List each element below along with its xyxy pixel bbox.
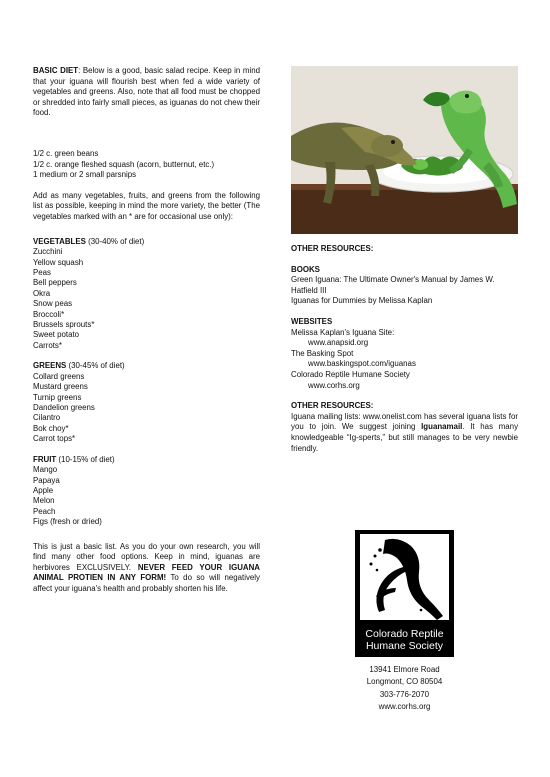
mailing-tail: . It has many knowledgeable “Ig-sperts,” but still manages to be very newbie friendly. bbox=[291, 422, 519, 453]
list-item: Peach bbox=[33, 506, 56, 516]
books-title: BOOKS bbox=[291, 264, 320, 274]
books-heading bbox=[291, 265, 518, 276]
fruit-percent: (10-15% of diet) bbox=[56, 454, 115, 464]
book-entry: Green Iguana: The Ultimate Owner's Manual by James W. Hatfield III bbox=[291, 275, 495, 295]
phone-number: 303-776-2070 bbox=[379, 689, 430, 699]
list-item: Brussels sprouts* bbox=[33, 319, 95, 329]
list-item: Snow peas bbox=[33, 299, 73, 309]
list-item: Zucchini bbox=[33, 247, 63, 257]
site-name: Colorado Reptile Humane Society bbox=[291, 369, 410, 379]
vegetables-percent: (30-40% of diet) bbox=[85, 236, 145, 246]
site-name: The Basking Spot bbox=[291, 348, 354, 358]
list-item: Collard greens bbox=[33, 371, 85, 381]
recipe-item: 1 medium or 2 small parsnips bbox=[33, 170, 137, 180]
other-resources-title: OTHER RESOURCES bbox=[291, 401, 371, 411]
mailing-text: Iguana mailing lists: www.onelist.com has several iguana lists for you to join. We suggest joining bbox=[291, 411, 518, 432]
list-item: Bok choy* bbox=[33, 423, 69, 433]
site-link[interactable]: www.baskingspot.com/iguanas bbox=[308, 359, 416, 369]
site-link[interactable]: www.anapsid.org bbox=[308, 338, 369, 348]
list-item: Okra bbox=[33, 288, 51, 298]
fruit-heading bbox=[33, 455, 260, 466]
websites-heading bbox=[291, 317, 518, 328]
logo-text bbox=[355, 628, 454, 652]
intro-text: : Below is a good, basic salad recipe. Keep in mind that your iguana will flourish best when fed a wide variety of vegetables and greens. Also, note that all food must be chopped or shredded into fairly small pieces, as iguanas do not chew their food. bbox=[33, 66, 260, 118]
vegetables-list bbox=[33, 247, 260, 351]
add-note: Add as many vegetables, fruits, and greens from the following list as possible, keeping in mind the more variety, the better (The vegetables marked with an * are for occasional use only): bbox=[33, 190, 260, 221]
intro-paragraph bbox=[33, 66, 260, 119]
list-item: Broccoli* bbox=[33, 309, 65, 319]
left-column bbox=[33, 66, 260, 595]
closing-paragraph bbox=[33, 542, 260, 595]
society-logo bbox=[355, 530, 454, 657]
address-line: 13941 Elmore Road bbox=[369, 665, 440, 674]
website-link[interactable]: www.corhs.org bbox=[378, 702, 431, 712]
list-item: Bell peppers bbox=[33, 278, 77, 288]
resources-title: OTHER RESOURCES: bbox=[291, 244, 374, 253]
vegetables-title: VEGETABLES bbox=[33, 236, 86, 246]
list-item: Yellow squash bbox=[33, 257, 84, 267]
right-column bbox=[291, 66, 518, 454]
iguana-illustration bbox=[291, 66, 518, 234]
logo-line: Humane Society bbox=[365, 640, 444, 652]
fruit-list bbox=[33, 465, 260, 527]
greens-percent: (30-45% of diet) bbox=[66, 361, 125, 371]
list-item: Cilantro bbox=[33, 413, 61, 423]
list-item: Papaya bbox=[33, 475, 60, 485]
greens-list bbox=[33, 372, 260, 445]
recipe-item: 1/2 c. orange fleshed squash (acorn, butternut, etc.) bbox=[33, 159, 215, 169]
fruit-title: FRUIT bbox=[33, 454, 57, 464]
list-item: Figs (fresh or dried) bbox=[33, 517, 102, 527]
other-resources-heading: OTHER RESOURCES: bbox=[291, 401, 374, 411]
list-item: Turnip greens bbox=[33, 392, 82, 402]
iguanamail-name: Iguanamail bbox=[421, 422, 463, 432]
resources-heading bbox=[291, 244, 518, 255]
websites-title: WEBSITES bbox=[291, 316, 333, 326]
recipe-list bbox=[33, 149, 260, 181]
iguana-photo bbox=[291, 66, 518, 234]
list-item: Carrots* bbox=[33, 340, 62, 350]
list-item: Peas bbox=[33, 267, 51, 277]
book-entry: Iguanas for Dummies by Melissa Kaplan bbox=[291, 296, 433, 306]
list-item: Apple bbox=[33, 486, 54, 496]
basic-diet-label: BASIC DIET bbox=[33, 66, 79, 75]
closing-text: This is just a basic list. As you do your own research, you will find many other food options. Keep in mind, iguanas are herbivores EXCLUSIVELY. bbox=[33, 541, 260, 572]
vegetables-heading bbox=[33, 237, 260, 248]
list-item: Melon bbox=[33, 496, 55, 506]
site-name: Melissa Kaplan's Iguana Site: bbox=[291, 327, 395, 337]
list-item: Sweet potato bbox=[33, 330, 80, 340]
society-block bbox=[355, 530, 454, 714]
mailing-lists-paragraph bbox=[291, 412, 518, 454]
list-item: Mango bbox=[33, 465, 58, 475]
list-item: Mustard greens bbox=[33, 382, 88, 392]
address-line: Longmont, CO 80504 bbox=[366, 677, 443, 687]
recipe-item: 1/2 c. green beans bbox=[33, 148, 99, 158]
list-item: Carrot tops* bbox=[33, 434, 76, 444]
greens-heading bbox=[33, 361, 260, 372]
list-item: Dandelion greens bbox=[33, 403, 95, 412]
warning-text: NEVER FEED YOUR IGUANA ANIMAL PROTIEN IN ANY FORM! bbox=[33, 562, 260, 583]
site-link[interactable]: www.corhs.org bbox=[308, 380, 360, 390]
greens-title: GREENS bbox=[33, 361, 67, 371]
address-block bbox=[355, 664, 454, 714]
closing-tail: To do so will negatively affect your iguana's health and probably shorten his life. bbox=[33, 573, 260, 594]
logo-line: Colorado Reptile bbox=[365, 628, 444, 640]
